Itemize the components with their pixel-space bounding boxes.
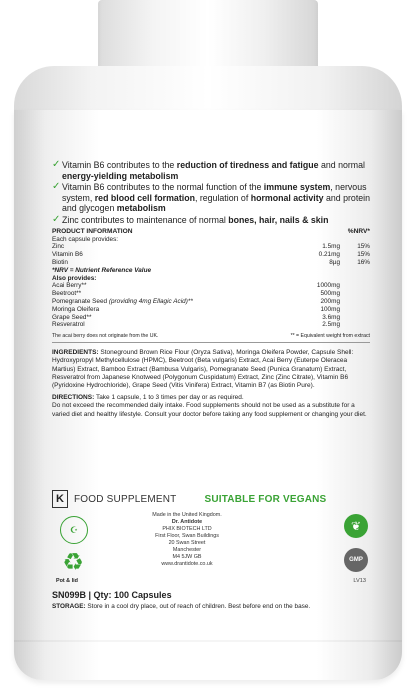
nrv-note [52, 267, 370, 275]
recycle-icon: ♻ [62, 549, 84, 576]
spacer [340, 314, 370, 322]
claim-text: and protein and glycogen [62, 192, 371, 214]
storage-text: Store in a cool dry place, out of reach of children. Best before end on the base. [85, 603, 311, 610]
health-claim-3 [52, 215, 370, 226]
address-line: First Floor, Swan Buildings [155, 533, 219, 539]
extra-name [52, 298, 288, 306]
gmp-icon: GMP [344, 548, 368, 572]
storage-label: STORAGE: [52, 603, 86, 610]
ingredients-label: INGREDIENTS: [52, 349, 99, 357]
claim-text: Zinc contributes to maintenance of normal [62, 214, 229, 225]
nutrient-name: Zinc [52, 243, 65, 251]
product-info-header [52, 228, 370, 236]
nutrient-amount: 1.5mg [322, 243, 340, 251]
extra-amount: 1000mg [316, 282, 340, 290]
health-claim-2 [52, 182, 370, 214]
extra-name [52, 290, 288, 298]
extra-amount: 2.5mg [322, 321, 340, 329]
nutrient-amount: 0.21mg [318, 251, 340, 259]
extra-name-text: Grape Seed** [52, 313, 92, 321]
spacer [340, 321, 370, 329]
claim-text: Vitamin B6 contributes to the normal function of the [62, 182, 264, 193]
claim-text: Vitamin B6 contributes to the [62, 160, 177, 170]
check-icon: ✓ [52, 181, 61, 193]
nutrient-nrv: 15% [357, 243, 370, 251]
storage-line [52, 603, 370, 611]
nutrient-nrv: 16% [357, 258, 370, 266]
ingredients-text: Stoneground Brown Rice Flour (Oryza Sativa), Moringa Oleifera Powder, Capsule Shell: Hydroxypropyl Methylcellulose (HPMC), Beetroot (Beta vulgaris) Extract, Acai Berry (Euterpe Oleracea Martius) Extract, Bamboo Extract (Bambusa Vulgaris), Pomegranate Seed (Punica Granatum) Extract, Resveratrol from Japanese Knotweed (Polygonum Cuspidatum) Extract, Zinc (Zinc Citrate), Vitamin B6 (Pyridoxine Hydrochloride), Grape Seed (Vitis Vinifera) Extract, Vitamin B7 (as Biotin Pure). [52, 349, 354, 389]
nrv-note-text: *NRV = Nutrient Reference Value [52, 266, 152, 274]
nutrient-nrv: 15% [357, 251, 370, 259]
extra-name [52, 306, 288, 314]
halal-certified-icon: ☪ [60, 516, 88, 544]
extra-name-text: Beetroot** [52, 290, 82, 298]
extra-amount: 500mg [320, 290, 340, 298]
claim-bold: red blood cell formation [94, 192, 195, 203]
directions-paragraph [52, 394, 370, 419]
nutrient-amount: 8µg [329, 258, 340, 266]
address-line: M4 5JW GB [172, 554, 202, 560]
table-row [52, 306, 370, 314]
spacer [340, 298, 370, 306]
extra-name [52, 321, 288, 329]
nrv-column-label: %NRV* [347, 227, 370, 235]
address-line: Manchester [172, 547, 202, 553]
manufacturer-address [132, 512, 242, 568]
table-row [52, 290, 370, 298]
table-row [52, 321, 370, 329]
address-line: 20 Swan Street [168, 540, 206, 546]
directions-text: Take 1 capsule, 1 to 3 times per day or as required. [94, 394, 244, 402]
footnote-extract: ** = Equivalent weight from extract [290, 333, 370, 340]
claim-bold: immune system [263, 182, 331, 193]
claim-text: , regulation of [194, 192, 251, 203]
each-capsule-label: Each capsule provides: [52, 235, 119, 243]
claim-bold: bones, hair, nails & skin [228, 214, 329, 225]
table-row [52, 243, 370, 251]
spacer [340, 306, 370, 314]
table-row [52, 259, 370, 267]
health-claim-1 [52, 160, 370, 181]
also-provides-label [52, 275, 370, 283]
extra-name-text: Resveratrol [52, 321, 85, 329]
claim-bold: energy-yielding metabolism [62, 170, 179, 181]
each-capsule-row [52, 236, 370, 244]
nutrient-name: Biotin [52, 258, 68, 266]
extra-amount: 200mg [320, 297, 340, 305]
table-row [52, 298, 370, 306]
footnotes [52, 333, 370, 340]
label-footer [52, 490, 370, 670]
table-row [52, 251, 370, 259]
extras-table [52, 282, 370, 329]
spacer [340, 282, 370, 290]
vegan-leaf-icon: ❦ [344, 514, 368, 538]
extra-name-text: Moringa Oleifera [52, 305, 100, 313]
website-text: www.drantidote.co.uk [161, 561, 213, 567]
made-in-text: Made in the United Kingdom. [152, 512, 222, 518]
claim-text: , nervous system, [62, 182, 367, 203]
brand-logo-icon: K [52, 490, 68, 508]
product-info-title: PRODUCT INFORMATION [52, 227, 133, 235]
food-supplement-text: FOOD SUPPLEMENT [74, 493, 177, 505]
table-row [52, 282, 370, 290]
table-row [52, 314, 370, 322]
extra-name-italic: (providing 4mg Ellagic Acid)** [108, 297, 193, 305]
footnote-origin: The acai berry does not originate from the UK. [52, 333, 159, 340]
pot-lid-text: Pot & lid [56, 578, 78, 584]
claim-bold: metabolism [116, 203, 166, 214]
sku-quantity: SN099B | Qty: 100 Capsules [52, 590, 172, 600]
also-provides-text: Also provides: [52, 274, 97, 282]
extra-name [52, 282, 288, 290]
extra-amount: 100mg [320, 305, 340, 313]
brand-name: Dr. Antidote [171, 519, 203, 525]
nutrient-table [52, 243, 370, 266]
claim-text: and normal [318, 160, 365, 170]
divider [52, 342, 370, 343]
warning-text: Do not exceed the recommended daily intake. Food supplements should not be used as a substitute for a varied diet and healthy lifestyle. Consult your doctor before taking any food supplement or changing your diet. [52, 402, 367, 418]
claim-bold: hormonal activity [250, 192, 324, 203]
directions-label: DIRECTIONS: [52, 394, 95, 402]
extra-name-text: Pomegranate Seed [52, 297, 109, 305]
food-supplement-line [52, 490, 370, 508]
extra-name [52, 314, 288, 322]
bottle-base-line [14, 640, 402, 642]
address-line: PHIX BIOTECH LTD [162, 526, 212, 532]
spacer [340, 290, 370, 298]
check-icon: ✓ [52, 213, 61, 225]
product-label [52, 160, 370, 670]
claim-bold: reduction of tiredness and fatigue [176, 160, 319, 170]
extra-name-text: Acai Berry** [52, 282, 87, 290]
batch-code: LV13 [353, 578, 366, 584]
suitable-for-vegans-text: SUITABLE FOR VEGANS [204, 493, 327, 505]
ingredients-paragraph [52, 349, 370, 390]
nutrient-name: Vitamin B6 [52, 251, 83, 259]
extra-amount: 3.6mg [322, 313, 340, 321]
check-icon: ✓ [52, 159, 61, 170]
